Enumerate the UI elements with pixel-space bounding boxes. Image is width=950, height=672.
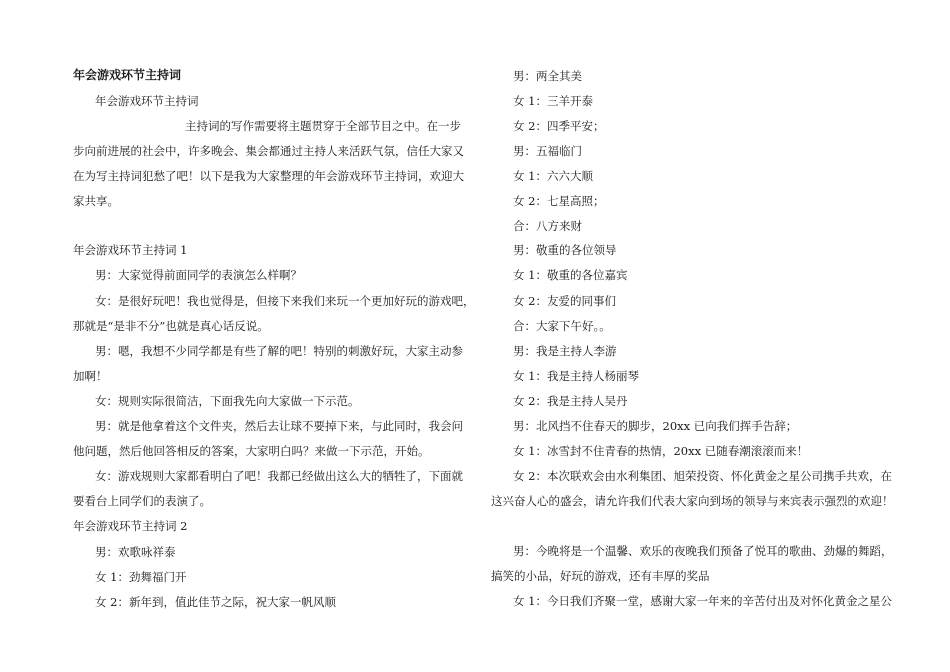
intro-line: 在为写主持词犯愁了吧！以下是我为大家整理的年会游戏环节主持词，欢迎大: [73, 169, 464, 183]
dialogue-line: 女 2：七星高照；: [513, 194, 605, 208]
subtitle: 年会游戏环节主持词: [95, 94, 199, 108]
dialogue-line: 男：欢歌咏祥泰: [95, 545, 176, 559]
intro-line: 家共享。: [73, 194, 119, 208]
section-heading: 年会游戏环节主持词 1: [73, 243, 188, 257]
dialogue-line: 男：大家觉得前面同学的表演怎么样啊？: [95, 268, 302, 282]
dialogue-line: 女 1：今日我们齐聚一堂，感谢大家一年来的辛苦付出及对怀化黄金之星公: [513, 594, 892, 608]
dialogue-line: 男：就是他拿着这个文件夹，然后去让球不要掉下来，与此同时，我会问: [95, 419, 463, 433]
dialogue-line: 女：是很好玩吧！我也觉得是，但接下来我们来玩一个更加好玩的游戏吧，: [95, 294, 475, 308]
dialogue-line: 他问题，然后他回答相反的答案，大家明白吗？来做一下示范，开始。: [73, 444, 430, 458]
dialogue-line: 男：今晚将是一个温馨、欢乐的夜晚我们预备了悦耳的歌曲、劲爆的舞蹈，: [513, 544, 893, 558]
dialogue-line: 加啊！: [73, 369, 108, 383]
dialogue-line: 女 2：新年到，值此佳节之际，祝大家一帆风顺: [95, 595, 336, 609]
dialogue-line: 男：两全其美: [513, 69, 582, 83]
dialogue-line: 女：游戏规则大家都看明白了吧！我都已经做出这么大的牺牲了，下面就: [95, 469, 463, 483]
intro-line: 步向前进展的社会中，许多晚会、集会都通过主持人来活跃气氛，信任大家又: [73, 144, 464, 158]
dialogue-line: 男：敬重的各位领导: [513, 243, 617, 257]
dialogue-line: 女 2：四季平安；: [513, 119, 605, 133]
dialogue-line: 这兴奋人心的盛会，请允许我们代表大家向到场的领导与来宾表示强烈的欢迎！: [491, 494, 894, 508]
dialogue-line: 要看台上同学们的表演了。: [73, 494, 211, 508]
dialogue-line: 女 2：本次联欢会由水利集团、旭荣投资、怀化黄金之星公司携手共欢，在: [513, 469, 892, 483]
section-heading: 年会游戏环节主持词 2: [73, 519, 188, 533]
document-title: 年会游戏环节主持词: [73, 68, 182, 82]
dialogue-line: 那就是“是非不分”也就是真心话反说。: [73, 319, 269, 333]
intro-line: 主持词的写作需要将主题贯穿于全部节目之中。在一步: [185, 119, 461, 133]
dialogue-line: 合：大家下午好。。: [513, 319, 611, 333]
dialogue-line: 女 1：三羊开泰: [513, 94, 593, 108]
dialogue-line: 女 1：劲舞福门开: [95, 570, 187, 584]
dialogue-line: 女 1：六六大顺: [513, 169, 593, 183]
dialogue-line: 男：我是主持人李游: [513, 344, 617, 358]
dialogue-line: 女 1：我是主持人杨丽琴: [513, 369, 639, 383]
dialogue-line: 女 1：冰雪封不住青春的热情，20xx 已随春潮滚滚而来！: [513, 444, 809, 458]
dialogue-line: 女 1：敬重的各位嘉宾: [513, 268, 628, 282]
dialogue-line: 女：规则实际很简洁，下面我先向大家做一下示范。: [95, 394, 360, 408]
right-column: [475, 0, 950, 672]
dialogue-line: 合：八方来财: [513, 219, 582, 233]
dialogue-line: 男：嗯，我想不少同学都是有些了解的吧！特别的刺激好玩，大家主动参: [95, 344, 463, 358]
dialogue-line: 男：北风挡不住春天的脚步，20xx 已向我们挥手告辞；: [513, 419, 798, 433]
dialogue-line: 男：五福临门: [513, 144, 582, 158]
dialogue-line: 搞笑的小品，好玩的游戏，还有丰厚的奖品: [491, 569, 710, 583]
dialogue-line: 女 2：友爱的同事们: [513, 294, 616, 308]
dialogue-line: 女 2：我是主持人吴丹: [513, 394, 628, 408]
